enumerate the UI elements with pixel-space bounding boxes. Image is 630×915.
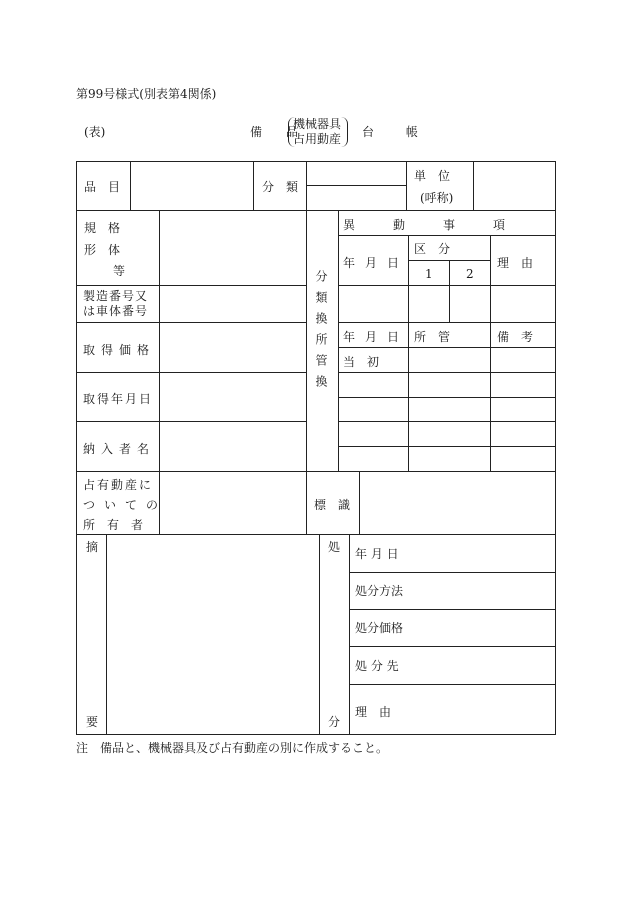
disposal-price-label: 処分価格 bbox=[355, 621, 404, 635]
dept-date-label: 年月日 bbox=[343, 330, 410, 344]
spec-label-3: 等 bbox=[113, 264, 126, 278]
unit-label: 単 位 bbox=[414, 169, 451, 183]
category-col-2: 2 bbox=[466, 267, 474, 281]
title-suffix: 台 帳 bbox=[362, 125, 432, 139]
title-prefix: 備 品 bbox=[250, 125, 308, 139]
disposal-method-label: 処分方法 bbox=[355, 584, 404, 598]
disposal-destination-label: 処 分 先 bbox=[355, 659, 399, 673]
supplier-label: 納入者名 bbox=[83, 442, 156, 456]
remarks-label: 備 考 bbox=[497, 330, 534, 344]
acquisition-price-label: 取得価格 bbox=[83, 343, 156, 357]
reclassification-label: 分類換所管換 bbox=[314, 270, 328, 396]
initial-label: 当 初 bbox=[343, 355, 380, 369]
category-label: 区 分 bbox=[414, 242, 451, 256]
change-record-header: 異動事項 bbox=[343, 218, 544, 232]
side-label: (表) bbox=[84, 125, 106, 139]
disposal-label-top: 処 bbox=[328, 540, 341, 554]
identification-label: 標 識 bbox=[314, 498, 351, 512]
category-col-1: 1 bbox=[425, 267, 433, 281]
title-option-machinery: 機械器具 bbox=[293, 117, 342, 131]
summary-label-top: 摘 bbox=[86, 540, 99, 554]
item-label: 品 目 bbox=[84, 180, 121, 194]
owner-label-3: 所 有 者 bbox=[83, 518, 144, 532]
serial-label-1: 製造番号又 bbox=[83, 289, 149, 303]
serial-label-2: は車体番号 bbox=[83, 304, 149, 318]
form-number: 第99号様式(別表第4関係) bbox=[76, 87, 217, 101]
disposal-reason-label: 理 由 bbox=[355, 705, 392, 719]
department-label: 所 管 bbox=[414, 330, 451, 344]
acquisition-date-label: 取得年月日 bbox=[83, 392, 154, 406]
spec-label-1: 規 格 bbox=[84, 221, 121, 235]
spec-label-2: 形 体 bbox=[84, 243, 121, 257]
title-option-occupied: 占用動産 bbox=[293, 132, 342, 146]
owner-label-1: 占有動産に bbox=[83, 478, 154, 492]
unit-sub-label: (呼称) bbox=[420, 191, 454, 205]
change-date-label: 年月日 bbox=[343, 256, 410, 270]
change-reason-label: 理 由 bbox=[497, 256, 534, 270]
disposal-label-bottom: 分 bbox=[328, 715, 341, 729]
disposal-date-label: 年 月 日 bbox=[355, 547, 399, 561]
class-label: 分 類 bbox=[262, 180, 299, 194]
footnote: 注 備品と、機械器具及び占有動産の別に作成すること。 bbox=[76, 741, 389, 755]
summary-label-bottom: 要 bbox=[86, 715, 99, 729]
owner-label-2: ついての bbox=[83, 498, 168, 512]
